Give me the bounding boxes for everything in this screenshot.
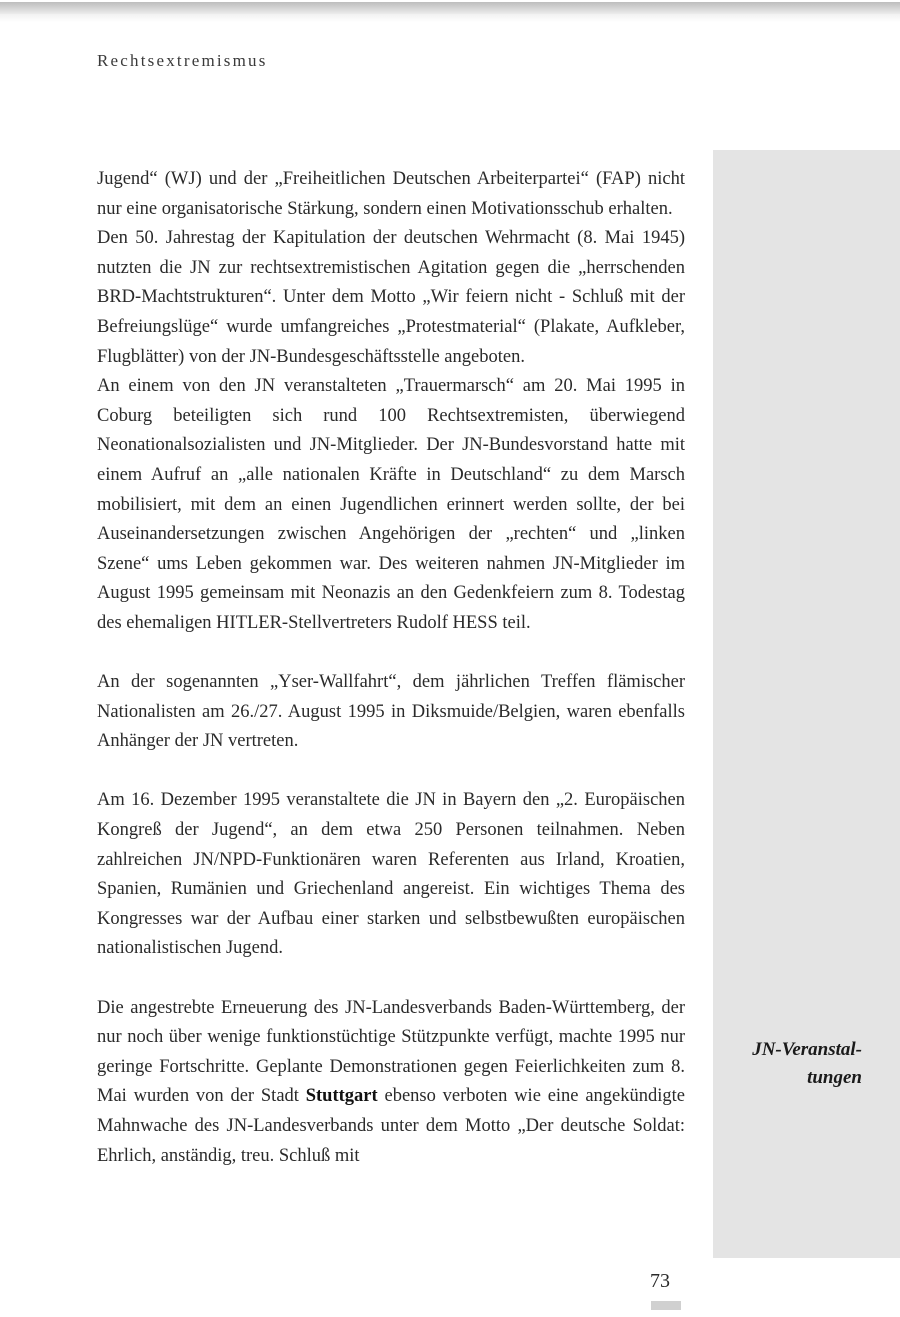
paragraph-6	[97, 994, 685, 1172]
paragraph-4: An der sogenannten „Yser-Wallfahrt“, dem jährlichen Treffen flämischer Nationalisten am 26./27. August 1995 in Diksmuide/Belgien, waren ebenfalls Anhänger der JN vertreten.	[97, 672, 685, 752]
margin-note-line-2: tungen	[807, 1067, 862, 1088]
page-number: 73	[650, 1270, 670, 1292]
paragraph-6-text-b: ebenso verboten wie eine angekündigte Mahnwache des JN-Landesverbands unter dem Motto „Der deutsche Soldat: Ehrlich, anständig, treu. Schluß mit	[97, 1086, 685, 1166]
running-head: Rechtsextremismus	[97, 51, 268, 70]
scan-top-edge	[0, 2, 900, 14]
paragraph-6-text-a: Die angestrebte Erneuerung des JN-Landesverbands Baden-Württemberg, der nur noch über wenige funktionstüchtige Stützpunkte verfügt, machte 1995 nur geringe Fortschritte. Geplante Demonstrationen gegen Feierlichkeiten zum 8. Mai wurden von der Stadt	[97, 997, 685, 1107]
scan-top-edge-fade	[0, 14, 900, 22]
body-text	[97, 165, 685, 1171]
paragraph-2: Den 50. Jahrestag der Kapitulation der deutschen Wehrmacht (8. Mai 1945) nutzten die JN zur rechtsextremistischen Agitation gegen die „herrschenden BRD-Machtstrukturen“. Unter dem Motto „Wir feiern nicht - Schluß mit der Befreiungslüge“ wurde umfangreiches „Protestmaterial“ (Plakate, Aufkleber, Flugblätter) von der JN-Bundesgeschäftsstelle angeboten.	[97, 228, 685, 367]
emphasis-stuttgart: Stuttgart	[305, 1086, 378, 1107]
paragraph-3: An einem von den JN veranstalteten „Trauermarsch“ am 20. Mai 1995 in Coburg beteiligten sich rund 100 Rechtsextremisten, überwiegend Neonationalsozialisten und JN-Mitglieder. Der JN-Bundesvorstand hatte mit einem Aufruf an „alle nationalen Kräfte in Deutschland“ zu dem Marsch mobilisiert, mit dem an einen Jugendlichen erinnert werden sollte, der bei Auseinandersetzungen zwischen Angehörigen der „rechten“ und „linken Szene“ ums Leben gekommen war. Des weiteren nahmen JN-Mitglieder im August 1995 gemeinsam mit Neonazis an den Gedenkfeiern zum 8. Todestag des ehemaligen HITLER-Stellvertreters Rudolf HESS teil.	[97, 376, 685, 633]
page-marker	[651, 1301, 681, 1310]
margin-note	[722, 1036, 862, 1092]
paragraph-5: Am 16. Dezember 1995 veranstaltete die JN in Bayern den „2. Europäischen Kongreß der Jugend“, an dem etwa 250 Personen teilnahmen. Neben zahlreichen JN/NPD-Funktionären waren Referenten aus Irland, Kroatien, Spanien, Rumänien und Griechenland angereist. Ein wichtiges Thema des Kongresses war der Aufbau einer starken und selbstbewußten europäischen nationalistischen Jugend.	[97, 790, 685, 959]
margin-note-line-1: JN-Veranstal-	[752, 1039, 862, 1060]
paragraph-1: Jugend“ (WJ) und der „Freiheitlichen Deutschen Arbeiterpartei“ (FAP) nicht nur eine organisatorische Stärkung, sondern einen Motivationsschub erhalten.	[97, 169, 685, 219]
